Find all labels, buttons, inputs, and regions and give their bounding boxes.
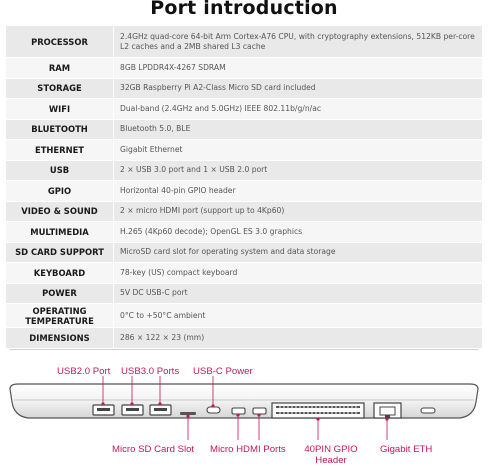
usbc-port bbox=[207, 407, 220, 413]
spec-label: POWER bbox=[6, 283, 114, 304]
spec-label: OPERATING TEMPERATURE bbox=[6, 304, 114, 328]
spec-table bbox=[5, 25, 483, 349]
spec-value: 2 × micro HDMI port (support up to 4Kp60) bbox=[114, 201, 483, 222]
gpio-header bbox=[272, 403, 364, 418]
lock-slot bbox=[421, 408, 435, 413]
spec-label: SD CARD SUPPORT bbox=[6, 242, 114, 263]
table-row bbox=[6, 304, 483, 328]
spec-value: 32GB Raspberry Pi A2-Class Micro SD card included bbox=[114, 78, 483, 99]
spec-label: RAM bbox=[6, 58, 114, 79]
microsd-slot-label: Micro SD Card Slot bbox=[112, 444, 195, 455]
table-row bbox=[6, 78, 483, 99]
table-row bbox=[6, 242, 483, 263]
spec-value: 5V DC USB-C port bbox=[114, 283, 483, 304]
table-row bbox=[6, 181, 483, 202]
spec-label: BLUETOOTH bbox=[6, 119, 114, 140]
page-title: Port introduction bbox=[150, 0, 338, 19]
table-row bbox=[6, 119, 483, 140]
table-row bbox=[6, 160, 483, 181]
usb3-ports-label: USB3.0 Ports bbox=[121, 366, 180, 377]
table-row bbox=[6, 26, 483, 58]
spec-label: DIMENSIONS bbox=[6, 328, 114, 349]
spec-value: 2 × USB 3.0 port and 1 × USB 2.0 port bbox=[114, 160, 483, 181]
spec-value: Dual-band (2.4GHz and 5.0GHz) IEEE 802.11b/g/n/ac bbox=[114, 99, 483, 120]
gigabit-eth-label: Gigabit ETH bbox=[380, 444, 433, 455]
microhdmi-port-1 bbox=[232, 408, 245, 414]
spec-label: GPIO bbox=[6, 181, 114, 202]
spec-label: KEYBOARD bbox=[6, 263, 114, 284]
spec-value: H.265 (4Kp60 decode); OpenGL ES 3.0 graphics bbox=[114, 222, 483, 243]
spec-label: STORAGE bbox=[6, 78, 114, 99]
spec-value: Horizontal 40-pin GPIO header bbox=[114, 181, 483, 202]
spec-value: 0°C to +50°C ambient bbox=[114, 304, 483, 328]
table-row bbox=[6, 140, 483, 161]
table-row bbox=[6, 201, 483, 222]
spec-label: USB bbox=[6, 160, 114, 181]
spec-value: 2.4GHz quad-core 64-bit Arm Cortex-A76 CPU, with cryptography extensions, 512KB per-core L2 caches and a 2MB shared L3 cache bbox=[114, 26, 483, 58]
spec-value: 78-key (US) compact keyboard bbox=[114, 263, 483, 284]
spec-label: WIFI bbox=[6, 99, 114, 120]
microhdmi-port-2 bbox=[253, 408, 266, 414]
spec-value: 286 × 122 × 23 (mm) bbox=[114, 328, 483, 349]
table-row bbox=[6, 99, 483, 120]
spec-value: MicroSD card slot for operating system and data storage bbox=[114, 242, 483, 263]
spec-label: PROCESSOR bbox=[6, 26, 114, 58]
usbc-power-label: USB-C Power bbox=[193, 366, 253, 377]
spec-label: MULTIMEDIA bbox=[6, 222, 114, 243]
table-row bbox=[6, 58, 483, 79]
table-row bbox=[6, 263, 483, 284]
spec-label: VIDEO & SOUND bbox=[6, 201, 114, 222]
table-row bbox=[6, 222, 483, 243]
spec-value: 8GB LPDDR4X-4267 SDRAM bbox=[114, 58, 483, 79]
spec-value: Bluetooth 5.0, BLE bbox=[114, 119, 483, 140]
spec-label: ETHERNET bbox=[6, 140, 114, 161]
spec-value: Gigabit Ethernet bbox=[114, 140, 483, 161]
usb2-port-label: USB2.0 Port bbox=[57, 366, 111, 377]
gpio-header-label: 40PIN GPIO Header bbox=[304, 444, 358, 466]
table-row bbox=[6, 283, 483, 304]
microhdmi-ports-label: Micro HDMI Ports bbox=[210, 444, 286, 455]
